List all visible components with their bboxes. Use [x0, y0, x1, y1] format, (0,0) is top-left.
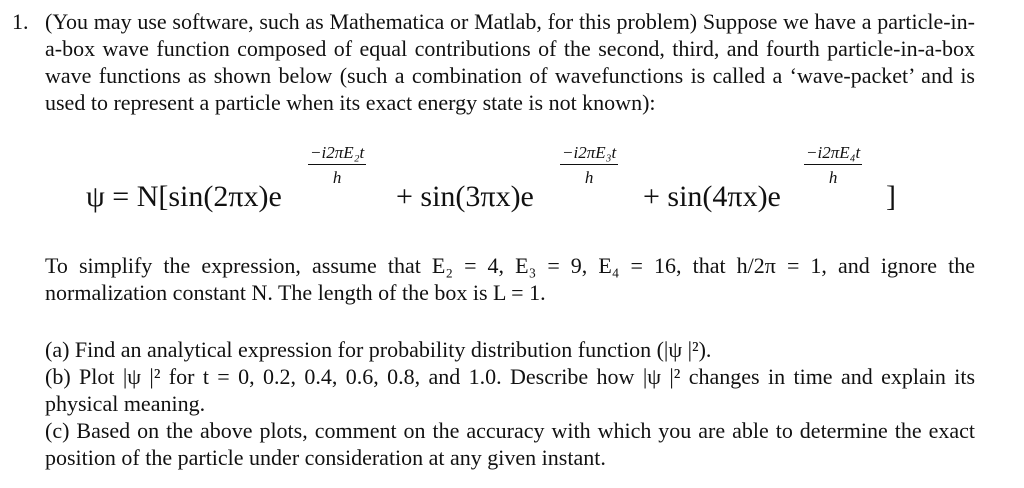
part-c: (c) Based on the above plots, comment on the accuracy with which you are able to determine the exact position of the particle under consideration at any given instant. — [45, 418, 975, 470]
equation-close-bracket: ] — [886, 180, 896, 213]
exponent-e3-numerator: −i2πE₃t — [560, 142, 618, 165]
part-b: (b) Plot |ψ |² for t = 0, 0.2, 0.4, 0.6, 0.8, and 1.0. Describe how |ψ |² changes in time and explain its physical meaning. — [45, 364, 975, 416]
problem-intro: (You may use software, such as Mathematica or Matlab, for this problem) Suppose we have a particle-in-a-box wave function composed of equal contributions of the second, third, and fourth particle-in-a-box wave functions as shown below (such a combination of wavefunctions is called a ‘wave-packet’ and is used to represent a particle when its exact energy state is not known): — [45, 9, 975, 115]
exponent-e3 — [560, 142, 618, 191]
exponent-e4 — [804, 142, 862, 191]
exponent-e3-denominator: h — [584, 168, 594, 187]
equation-term-3: + sin(4πx)e — [643, 180, 781, 213]
question-parts — [45, 336, 975, 471]
simplify-assumptions: To simplify the expression, assume that E₂ = 4, E₃ = 9, E₄ = 16, that h/2π = 1, and ignore the normalization constant N. The length of the box is L = 1. — [45, 253, 975, 305]
exponent-e2-denominator: h — [332, 168, 342, 187]
exponent-e4-denominator: h — [828, 168, 838, 187]
exponent-e4-numerator: −i2πE₄t — [804, 142, 862, 165]
exponent-e2 — [308, 142, 366, 191]
equation-term-2: + sin(3πx)e — [396, 180, 534, 213]
question-number: 1. — [12, 9, 29, 34]
equation-term-1: ψ = N[sin(2πx)e — [86, 180, 282, 213]
part-a: (a) Find an analytical expression for probability distribution function (|ψ |²). — [45, 337, 712, 362]
exponent-e2-numerator: −i2πE₂t — [308, 142, 366, 165]
wave-packet-equation — [86, 142, 946, 232]
